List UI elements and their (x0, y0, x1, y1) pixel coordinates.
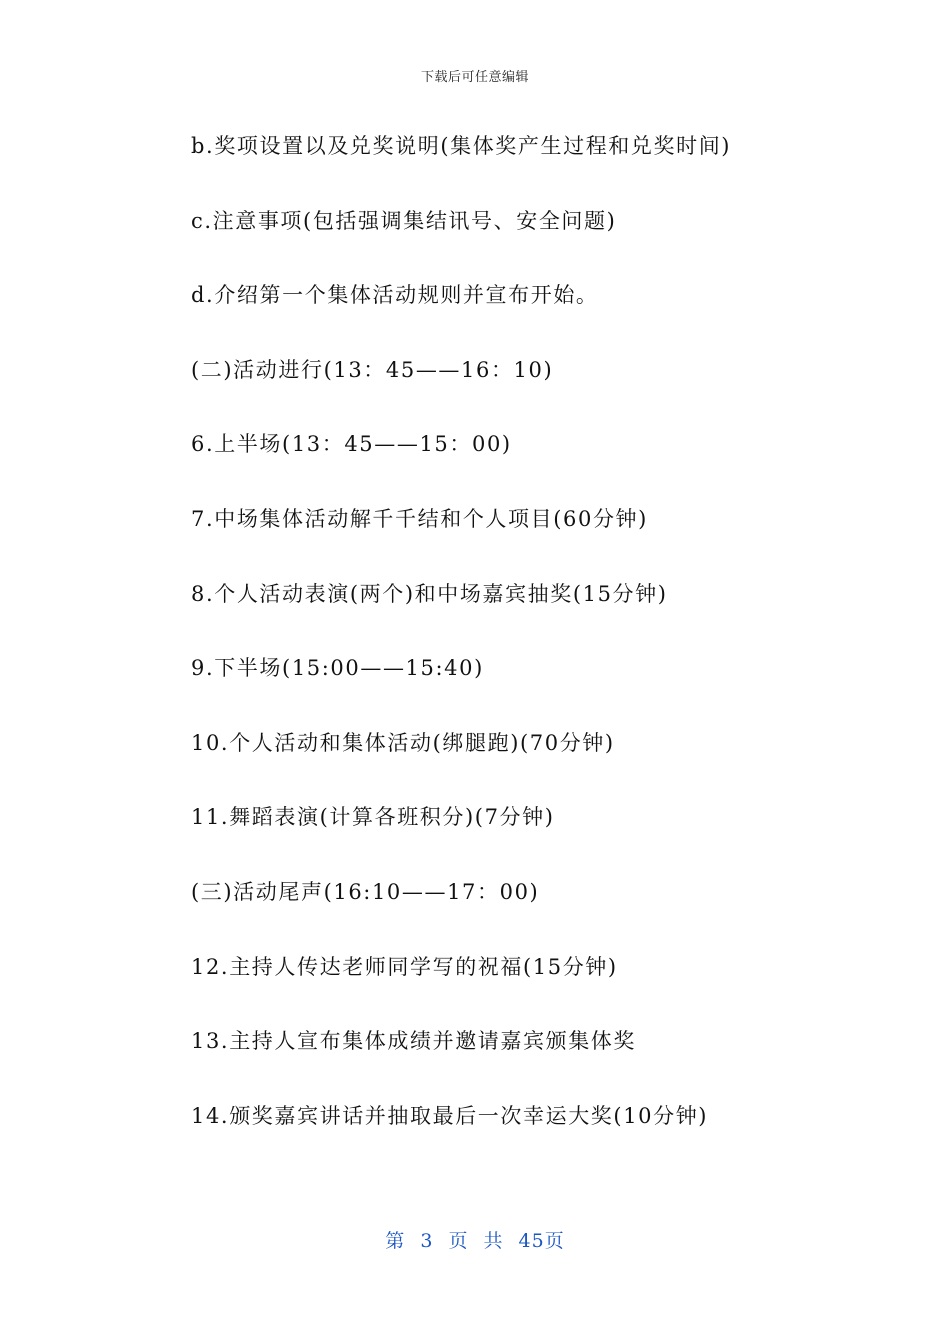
text-line: 13.主持人宣布集体成绩并邀请嘉宾颁集体奖 (191, 1029, 636, 1054)
section-heading: (二)活动进行(13：45——16：10) (191, 357, 554, 382)
text-line: 11.舞蹈表演(计算各班积分)(7分钟) (191, 805, 555, 830)
text-line: 12.主持人传达老师同学写的祝福(15分钟) (191, 954, 618, 979)
document-body (191, 130, 891, 1174)
page-header: 下载后可任意编辑 (420, 70, 529, 85)
text-line: 10.个人活动和集体活动(绑腿跑)(70分钟) (191, 730, 615, 755)
text-line: d.介绍第一个集体活动规则并宣布开始。 (191, 283, 599, 308)
text-line: c.注意事项(包括强调集结讯号、安全问题) (191, 208, 617, 233)
text-line: 8.个人活动表演(两个)和中场嘉宾抽奖(15分钟) (191, 581, 668, 606)
text-line: 14.颁奖嘉宾讲话并抽取最后一次幸运大奖(10分钟) (191, 1103, 709, 1128)
text-line: 7.中场集体活动解千千结和个人项目(60分钟) (191, 506, 648, 531)
page-number-footer: 第 3 页 共 45页 (385, 1230, 565, 1252)
text-line: 6.上半场(13：45——15：00) (191, 432, 512, 457)
text-line: b.奖项设置以及兑奖说明(集体奖产生过程和兑奖时间) (191, 134, 732, 158)
text-line: 9.下半场(15:00——15:40) (191, 656, 484, 681)
section-heading: (三)活动尾声(16:10——17：00) (191, 879, 540, 904)
